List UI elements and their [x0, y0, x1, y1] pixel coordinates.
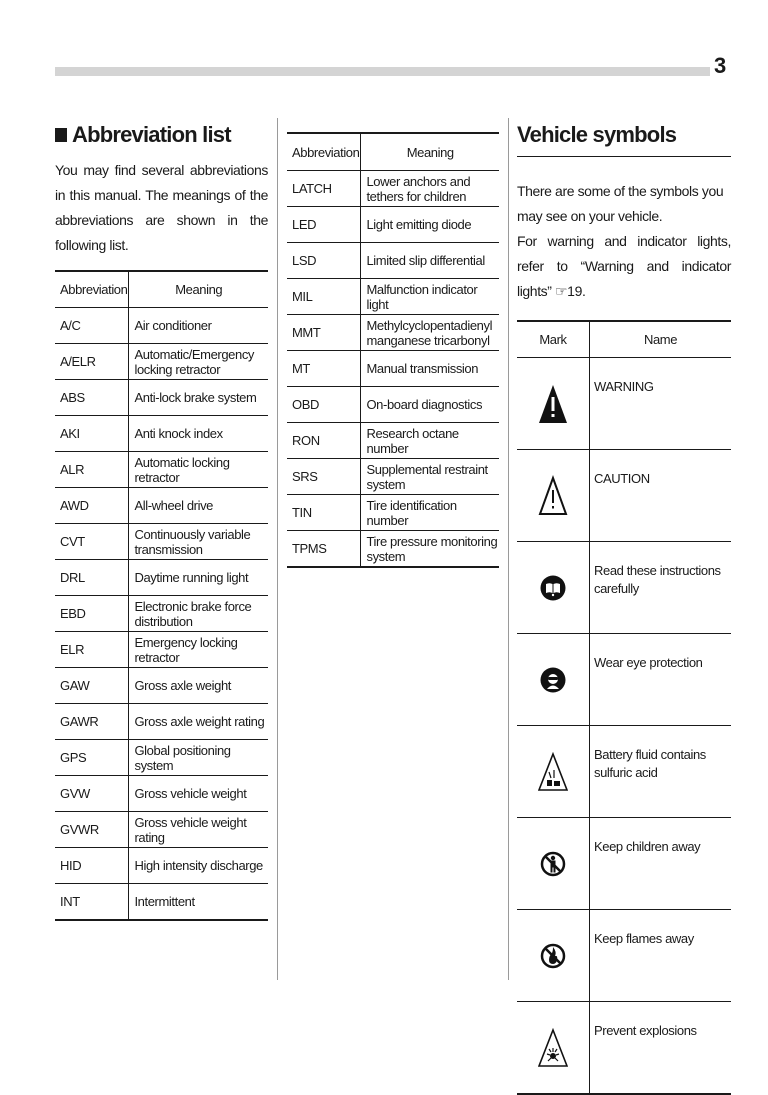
- table-row: [287, 315, 499, 351]
- battery-acid-icon: [538, 752, 568, 792]
- abbr-cell: CVT: [55, 524, 129, 560]
- meaning-cell: Daytime running light: [129, 560, 268, 596]
- meaning-cell: Global positioning system: [129, 740, 268, 776]
- column-divider-2: [508, 118, 509, 980]
- abbr-cell: INT: [55, 884, 129, 921]
- no-flames-icon: [540, 939, 566, 973]
- section-marker-icon: [55, 128, 67, 142]
- abbr-cell: TIN: [287, 495, 361, 531]
- abbreviation-title-text: Abbreviation list: [72, 122, 231, 147]
- table-row: [287, 423, 499, 459]
- meaning-cell: Electronic brake force distribution: [129, 596, 268, 632]
- abbr-cell: A/ELR: [55, 344, 129, 380]
- abbr-cell: GAWR: [55, 704, 129, 740]
- caution-outline-triangle-icon: [538, 475, 568, 517]
- table-row: [55, 524, 268, 560]
- table-row: [287, 243, 499, 279]
- abbr-cell: HID: [55, 848, 129, 884]
- symbols-intro-2: For warning and indicator lights, refer to “Warning and indicator lights” ☞19.: [517, 233, 731, 299]
- meaning-cell: Malfunction indicator light: [361, 279, 499, 315]
- table-row: [517, 1002, 731, 1095]
- abbr-cell: MT: [287, 351, 361, 387]
- table-row: [517, 910, 731, 1002]
- meaning-cell: Tire identification number: [361, 495, 499, 531]
- table-row: [55, 668, 268, 704]
- symbol-name: Battery fluid contains sulfuric acid: [590, 726, 732, 818]
- abbr-cell: SRS: [287, 459, 361, 495]
- table-row: [55, 812, 268, 848]
- table-row: [287, 171, 499, 207]
- table-row: [55, 740, 268, 776]
- symbol-name: WARNING: [590, 358, 732, 450]
- read-instructions-book-icon: [540, 575, 566, 601]
- meaning-cell: Research octane number: [361, 423, 499, 459]
- page-number: 3: [714, 53, 727, 78]
- abbreviation-intro: You may find several abbreviations in this manual. The meanings of the abbreviations are shown in the following list.: [55, 162, 268, 253]
- vehicle-symbols-title: Vehicle symbols: [517, 118, 731, 157]
- header-bar: [55, 67, 710, 76]
- meaning-cell: Light emitting diode: [361, 207, 499, 243]
- meaning-cell: Gross vehicle weight: [129, 776, 268, 812]
- header-abbreviation: Abbreviation: [287, 133, 361, 171]
- table-row: [287, 279, 499, 315]
- abbr-cell: MMT: [287, 315, 361, 351]
- table-row: [55, 344, 268, 380]
- column-divider-1: [277, 118, 278, 980]
- vehicle-symbols-table: [517, 320, 731, 1095]
- abbr-cell: OBD: [287, 387, 361, 423]
- table-row: [287, 351, 499, 387]
- table-row: [55, 488, 268, 524]
- table-row: [55, 380, 268, 416]
- table-row: [517, 450, 731, 542]
- meaning-cell: Automatic/Emergency locking retractor: [129, 344, 268, 380]
- meaning-cell: Intermittent: [129, 884, 268, 921]
- table-row: [287, 207, 499, 243]
- meaning-cell: Limited slip differential: [361, 243, 499, 279]
- abbr-cell: GPS: [55, 740, 129, 776]
- explosion-hazard-icon: [538, 1028, 568, 1068]
- abbr-cell: AWD: [55, 488, 129, 524]
- table-row: [517, 634, 731, 726]
- abbr-cell: LED: [287, 207, 361, 243]
- meaning-cell: Anti-lock brake system: [129, 380, 268, 416]
- table-row: [287, 495, 499, 531]
- abbreviation-table-left: [55, 270, 268, 921]
- header-meaning: Meaning: [129, 271, 268, 308]
- table-row: [517, 818, 731, 910]
- abbr-cell: RON: [287, 423, 361, 459]
- symbol-name: Keep children away: [590, 818, 732, 910]
- meaning-cell: Automatic locking retractor: [129, 452, 268, 488]
- header-abbreviation: Abbreviation: [55, 271, 129, 308]
- table-row: [55, 632, 268, 668]
- table-row: [287, 531, 499, 568]
- table-row: [517, 542, 731, 634]
- abbr-cell: ELR: [55, 632, 129, 668]
- table-row: [55, 848, 268, 884]
- abbreviation-column-left: [55, 118, 268, 921]
- meaning-cell: Tire pressure monitoring system: [361, 531, 499, 568]
- abbr-cell: GVWR: [55, 812, 129, 848]
- abbreviation-section-title: [55, 118, 268, 152]
- vehicle-symbols-column: [517, 118, 731, 1095]
- meaning-cell: Anti knock index: [129, 416, 268, 452]
- table-row: [55, 308, 268, 344]
- table-row: [517, 358, 731, 450]
- warning-filled-triangle-icon: [538, 383, 568, 425]
- meaning-cell: Gross axle weight: [129, 668, 268, 704]
- symbol-name: Prevent explosions: [590, 1002, 732, 1095]
- meaning-cell: All-wheel drive: [129, 488, 268, 524]
- abbr-cell: LATCH: [287, 171, 361, 207]
- abbreviation-column-middle: [287, 132, 499, 568]
- keep-children-away-icon: [540, 847, 566, 881]
- table-row: [55, 560, 268, 596]
- table-row: [517, 726, 731, 818]
- abbr-cell: A/C: [55, 308, 129, 344]
- symbol-name: Read these instructions carefully: [590, 542, 732, 634]
- meaning-cell: High intensity discharge: [129, 848, 268, 884]
- abbr-cell: ABS: [55, 380, 129, 416]
- table-row: [55, 596, 268, 632]
- abbreviation-table-right: [287, 132, 499, 568]
- header-meaning: Meaning: [361, 133, 499, 171]
- abbr-cell: DRL: [55, 560, 129, 596]
- symbol-name: Wear eye protection: [590, 634, 732, 726]
- abbr-cell: MIL: [287, 279, 361, 315]
- abbr-cell: GVW: [55, 776, 129, 812]
- meaning-cell: Gross vehicle weight rating: [129, 812, 268, 848]
- abbr-cell: GAW: [55, 668, 129, 704]
- table-row: [55, 452, 268, 488]
- abbr-cell: AKI: [55, 416, 129, 452]
- table-row: [55, 416, 268, 452]
- symbols-intro-1: There are some of the symbols you may see on your vehicle.: [517, 183, 724, 224]
- table-row: [287, 387, 499, 423]
- meaning-cell: Gross axle weight rating: [129, 704, 268, 740]
- meaning-cell: Manual transmission: [361, 351, 499, 387]
- abbr-cell: TPMS: [287, 531, 361, 568]
- abbr-cell: LSD: [287, 243, 361, 279]
- meaning-cell: Supplemental restraint system: [361, 459, 499, 495]
- table-row: [55, 704, 268, 740]
- meaning-cell: Air conditioner: [129, 308, 268, 344]
- header-mark: Mark: [517, 321, 590, 358]
- table-row: [55, 776, 268, 812]
- meaning-cell: On-board diagnostics: [361, 387, 499, 423]
- abbr-cell: EBD: [55, 596, 129, 632]
- meaning-cell: Continuously variable transmission: [129, 524, 268, 560]
- symbol-name: Keep flames away: [590, 910, 732, 1002]
- header-name: Name: [590, 321, 732, 358]
- table-row: [55, 884, 268, 921]
- eye-protection-icon: [540, 667, 566, 693]
- symbol-name: CAUTION: [590, 450, 732, 542]
- meaning-cell: Methylcyclopentadienyl manganese tricarbonyl: [361, 315, 499, 351]
- table-row: [287, 459, 499, 495]
- meaning-cell: Lower anchors and tethers for children: [361, 171, 499, 207]
- meaning-cell: Emergency locking retractor: [129, 632, 268, 668]
- abbr-cell: ALR: [55, 452, 129, 488]
